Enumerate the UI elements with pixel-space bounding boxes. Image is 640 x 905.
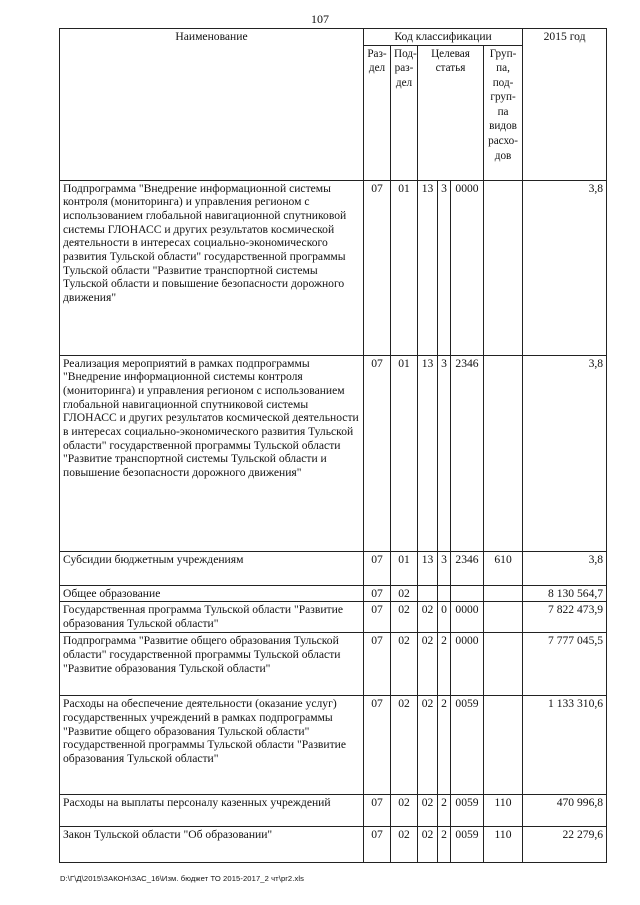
header-celevaya-label: Целевая статья (431, 47, 470, 75)
table-row (60, 551, 607, 585)
row-cs-program: 02 (418, 795, 438, 827)
row-razdel: 07 (364, 180, 391, 355)
table-row (60, 355, 607, 551)
row-cs-direction: 0000 (451, 602, 484, 633)
row-vid-rashodov: 110 (484, 795, 523, 827)
row-cs-program: 02 (418, 696, 438, 795)
row-podrazdel: 01 (391, 551, 418, 585)
row-cs-direction: 0000 (451, 180, 484, 355)
header-name: Наименование (60, 29, 364, 181)
row-amount: 7 822 473,9 (523, 602, 607, 633)
row-name: Реализация мероприятий в рамках подпрограммы "Внедрение информационной системы контроля (мониторинга) и управления регионом с использованием глобальной навигационной спутниковой системы ГЛОНАСС и других результатов космической деятельности в интересах социально-экономического развития Тульской области" государственной программы Тульской области "Развитие транспортной системы Тульской области и повышение безопасности дорожного движения" (60, 355, 364, 551)
row-podrazdel: 01 (391, 355, 418, 551)
row-name: Государственная программа Тульской области "Развитие образования Тульской области" (60, 602, 364, 633)
table-row (60, 585, 607, 602)
row-name: Подпрограмма "Внедрение информационной системы контроля (мониторинга) и управления регионом с использованием глобальной навигационной спутниковой системы ГЛОНАСС и других результатов космической деятельности в интересах социально-экономического развития Тульской области" государственной программы Тульской области "Развитие транспортной системы Тульской области и повышение безопасности дорожного движения" (60, 180, 364, 355)
row-amount: 470 996,8 (523, 795, 607, 827)
row-podrazdel: 02 (391, 795, 418, 827)
row-podrazdel: 02 (391, 602, 418, 633)
row-name: Общее образование (60, 585, 364, 602)
row-razdel: 07 (364, 551, 391, 585)
row-amount: 1 133 310,6 (523, 696, 607, 795)
row-podrazdel: 02 (391, 633, 418, 696)
row-vid-rashodov: 110 (484, 827, 523, 863)
row-name: Расходы на выплаты персоналу казенных учреждений (60, 795, 364, 827)
table-row (60, 180, 607, 355)
row-cs-program: 13 (418, 551, 438, 585)
row-razdel: 07 (364, 355, 391, 551)
row-podrazdel: 02 (391, 696, 418, 795)
row-amount: 3,8 (523, 180, 607, 355)
file-path-footer: D:\Г\Д\2015\ЗАКОН\ЗАС_16\Изм. бюджет ТО 2015-2017_2 чт\pr2.xls (60, 874, 305, 883)
header-row-top (60, 29, 607, 46)
table-row (60, 696, 607, 795)
row-cs-subprogram: 2 (438, 827, 451, 863)
row-cs-subprogram: 2 (438, 696, 451, 795)
table-row (60, 795, 607, 827)
header-podrazdel (391, 45, 418, 180)
row-amount: 22 279,6 (523, 827, 607, 863)
header-year: 2015 год (523, 29, 607, 181)
row-cs-direction: 2346 (451, 355, 484, 551)
row-razdel: 07 (364, 602, 391, 633)
row-amount: 3,8 (523, 551, 607, 585)
header-code-classification: Код классификации (364, 29, 523, 46)
header-gruppa (484, 45, 523, 180)
header-celevaya-statya (418, 45, 484, 180)
row-vid-rashodov (484, 602, 523, 633)
row-razdel: 07 (364, 585, 391, 602)
table-row (60, 633, 607, 696)
row-amount: 3,8 (523, 355, 607, 551)
row-razdel: 07 (364, 795, 391, 827)
row-cs-direction: 0059 (451, 696, 484, 795)
row-razdel: 07 (364, 827, 391, 863)
row-cs-program: 02 (418, 827, 438, 863)
row-cs-direction: 0000 (451, 633, 484, 696)
row-podrazdel: 01 (391, 180, 418, 355)
header-podrazdel-label: Под- раз- дел (394, 47, 417, 89)
row-razdel: 07 (364, 696, 391, 795)
row-cs-subprogram: 2 (438, 795, 451, 827)
row-vid-rashodov: 610 (484, 551, 523, 585)
budget-table (59, 28, 607, 863)
row-vid-rashodov (484, 180, 523, 355)
row-name: Расходы на обеспечение деятельности (оказание услуг) государственных учреждений в рамках подпрограммы "Развитие общего образования Тульской области" государственной программы Тульской области "Развитие образования Тульской области" (60, 696, 364, 795)
row-vid-rashodov (484, 633, 523, 696)
row-cs-direction (451, 585, 484, 602)
row-cs-program: 13 (418, 355, 438, 551)
row-vid-rashodov (484, 355, 523, 551)
row-vid-rashodov (484, 585, 523, 602)
row-name: Закон Тульской области "Об образовании" (60, 827, 364, 863)
row-cs-direction: 0059 (451, 827, 484, 863)
row-cs-subprogram: 3 (438, 180, 451, 355)
row-cs-subprogram: 3 (438, 551, 451, 585)
table-row (60, 827, 607, 863)
row-cs-program (418, 585, 438, 602)
row-name: Субсидии бюджетным учреждениям (60, 551, 364, 585)
page-number: 107 (311, 12, 329, 26)
row-cs-subprogram (438, 585, 451, 602)
row-cs-direction: 2346 (451, 551, 484, 585)
row-amount: 8 130 564,7 (523, 585, 607, 602)
row-podrazdel: 02 (391, 585, 418, 602)
row-name: Подпрограмма "Развитие общего образования Тульской области" государственной программы Тульской области "Развитие образования Тульской области" (60, 633, 364, 696)
header-razdel (364, 45, 391, 180)
row-cs-subprogram: 2 (438, 633, 451, 696)
header-gruppa-label: Груп- па, под- груп- па видов расхо- дов (488, 47, 518, 162)
row-vid-rashodov (484, 696, 523, 795)
header-razdel-label: Раз- дел (367, 47, 387, 75)
row-cs-direction: 0059 (451, 795, 484, 827)
row-razdel: 07 (364, 633, 391, 696)
row-cs-subprogram: 0 (438, 602, 451, 633)
row-podrazdel: 02 (391, 827, 418, 863)
row-cs-program: 02 (418, 633, 438, 696)
row-amount: 7 777 045,5 (523, 633, 607, 696)
row-cs-program: 02 (418, 602, 438, 633)
row-cs-program: 13 (418, 180, 438, 355)
row-cs-subprogram: 3 (438, 355, 451, 551)
table-row (60, 602, 607, 633)
